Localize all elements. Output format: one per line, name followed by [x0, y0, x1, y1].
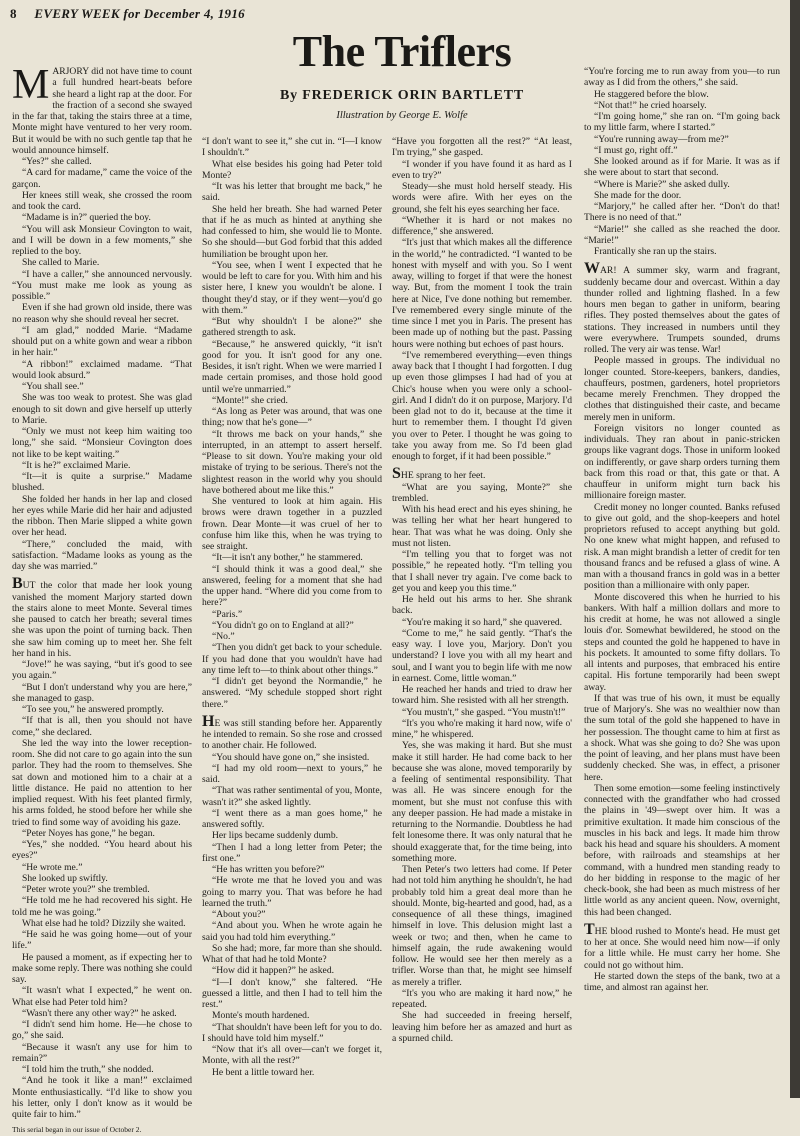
paragraph: “Peter wrote you?” she trembled. — [22, 884, 150, 895]
paragraph: Steady—she must hold herself steady. His words were afire. With her eyes on the ground, she felt his eyes searching her face. — [392, 181, 572, 215]
paragraph: He bent a little toward her. — [212, 1066, 315, 1078]
paragraph: Foreign visitors no longer counted as individuals. They ran about in panic-stricken groups like vagrant dogs. Those in uniform looked on indifferently, or gave sharp orders turning them back from this road or that, this gate or that. A chauffeur in uniform might turn back his millionaire foreign master. — [584, 422, 780, 502]
paragraph: “How did it happen?” he asked. — [212, 965, 335, 977]
running-title: EVERY WEEK for December 4, 1916 — [34, 6, 245, 21]
paragraph: “It was his letter that brought me back,” he said. — [202, 181, 382, 204]
paragraph: “To see you,” he answered promptly. — [22, 704, 164, 715]
paragraph: “Not that!” he cried hoarsely. — [594, 99, 707, 111]
paragraph: “It is he?” exclaimed Marie. — [22, 459, 131, 471]
paragraph: “No.” — [212, 631, 235, 642]
paragraph: “You shall see.” — [22, 381, 84, 392]
paragraph: She looked up swiftly. — [22, 872, 108, 884]
paragraph: What else besides his going had Peter told Monte? — [202, 158, 382, 181]
binding-edge — [790, 0, 800, 1098]
paragraph: She held her breath. She had warned Peter that if he as much as hinted at anything she had confessed to him, she would lie to Monte. So she should—but God forbid that this added humiliation be brought upon her. — [202, 203, 382, 260]
paragraph: SHE sprang to her feet. — [392, 465, 486, 483]
paragraph: “You see, when I went I expected that he would be left to care for you. With him and his sister here, I knew you wouldn't be alone. I thought they'd stay, or if they went—you'd go with them.” — [202, 259, 382, 316]
paragraph: He paused a moment, as if expecting her to make some reply. There was nothing she could say. — [12, 951, 192, 985]
paragraph: If that was true of his own, it must be equally true of Marjory's. She was no wealthier now than the sum total of the gold she happened to have in her possession. The thought came to him at first as a shock. What was she going to do? She was upon the point of leaving, and her plans must have been suddenly checked. She was, in effect, a prisoner here. — [584, 692, 780, 783]
paragraph: “Madame is in?” queried the boy. — [22, 212, 151, 224]
paragraph: She ventured to look at him again. His brows were drawn together in a puzzled frown. Dear Monte—it was cruel of her to confuse him like this, when he was trying to see straight. — [202, 496, 382, 552]
paragraph: Even if she had grown old inside, there was no reason why she should reveal her secret. — [12, 302, 192, 325]
text-column-1 — [12, 62, 192, 1135]
paragraph: “He has written you before?” — [212, 864, 325, 875]
paragraph: Monte's mouth hardened. — [212, 1010, 310, 1022]
paragraph: “Whether it is hard or not makes no difference,” she answered. — [392, 214, 572, 237]
paragraph: She led the way into the lower reception-room. She did not care to go again into the sun parlor. They had the room to themselves. She sat down and motioned him to a chair at a little distance. He paid no attention to her implied request. With his feet planted firmly, his arms folded, he stood before her while she tried to find some way of avoiding his gaze. — [12, 737, 192, 828]
paragraph: HE was still standing before her. Apparently he intended to remain. So she rose and crossed to another chair. He followed. — [202, 712, 382, 752]
paragraph: Credit money no longer counted. Banks refused to give out gold, and the shop-keepers and hotel proprietors refused to accept anything but gold. No one knew what might happen, and refused to risk. A man might brandish a letter of credit for ten thousand francs and be refused a glass of wine. A man with a thousand francs in gold was in a better position than a millionaire with only paper. — [584, 501, 780, 592]
paragraph: “It's you who're making it hard now, wife o' mine,” he whispered. — [392, 717, 572, 740]
paragraph: He reached her hands and tried to draw her toward him. She resisted with all her strength. — [392, 684, 572, 707]
paragraph: “That shouldn't have been left for you to do. I should have told him myself.” — [202, 1021, 382, 1044]
paragraph: Monte discovered this when he hurried to his bankers. With half a million dollars and more to his credit at home, he was not allowed a single louis d'or. Somewhat bewildered, he stood on the steps and counted the gold he happened to have in his pockets. It amounted to some fifty dollars. To all intents and purposes, that embraced his entire capital. His fortune temporarily had been swept away. — [584, 591, 780, 693]
paragraph: He started down the steps of the bank, two at a time, and almost ran against her. — [584, 970, 780, 993]
paragraph: So she had; more, far more than she should. What of that had he told Monte? — [202, 942, 382, 965]
paragraph: “I don't want to see it,” she cut in. “I—I know I shouldn't.” — [202, 136, 382, 159]
paragraph: “I am glad,” nodded Marie. “Madame should put on a white gown and wear a ribbon in her hair.” — [12, 324, 192, 359]
paragraph: “But why shouldn't I be alone?” she gathered strength to ask. — [202, 316, 382, 339]
paragraph: “It's you who are making it hard now,” he repeated. — [392, 987, 572, 1010]
serial-note: This serial began in our issue of October 2. — [12, 1125, 142, 1135]
paragraph: “He said he was going home—out of your life.” — [12, 929, 192, 952]
paragraph: She made for the door. — [594, 189, 682, 201]
text-column-4 — [584, 66, 780, 1086]
paragraph: “That was rather sentimental of you, Monte, wasn't it?” she asked lightly. — [202, 785, 382, 808]
page-number: 8 — [10, 6, 17, 21]
paragraph: “Then I had a long letter from Peter; the first one.” — [202, 841, 382, 864]
paragraph: She called to Marie. — [22, 257, 100, 269]
paragraph: THE blood rushed to Monte's head. He must get to her at once. She would need him now—if only for a little while. He must carry her home. She could not go without him. — [584, 920, 780, 971]
paragraph: “You mustn't,” she gasped. “You mustn't!” — [402, 706, 566, 718]
paragraph: “What are you saying, Monte?” she trembled. — [392, 481, 572, 504]
paragraph: “It throws me back on your hands,” she interrupted, in an attempt to assert herself. “Please to sit down. You're making your old mistake of trying to be serious. There's not the slightest reason in the world why you should have bothered about me like this.” — [202, 428, 382, 496]
paragraph: “Have you forgotten all the rest?” “At least, I'm trying,” she gasped. — [392, 136, 572, 159]
paragraph: People massed in groups. The individual no longer counted. Store-keepers, bankers, dandies, chauffeurs, postmen, gardeners, hotel proprietors became merely Frenchmen. They dropped the clothes that distinguished their caste, and became merely men in uniform. — [584, 355, 780, 423]
illustration-credit: Illustration by George E. Wolfe — [336, 110, 468, 121]
paragraph: “It—it is quite a surprise.” Madame blushed. — [12, 471, 192, 494]
paragraph: “Where is Marie?” she asked dully. — [594, 178, 730, 190]
paragraph: “Peter Noyes has gone,” he began. — [22, 827, 155, 839]
paragraph: “Monte!” she cried. — [212, 394, 288, 406]
paragraph: “If that is all, then you should not have come,” she declared. — [12, 715, 192, 738]
paragraph: Her lips became suddenly dumb. — [212, 830, 339, 842]
text-column-3 — [392, 136, 572, 1086]
paragraph: “But I don't understand why you are here,” she managed to gasp. — [12, 681, 192, 704]
paragraph: “You're forcing me to run away from you—to run away as I did from the others,” she said. — [584, 66, 780, 89]
paragraph: She folded her hands in her lap and closed her eyes while Marie did her hair and adjusted the ribbon. Then Marie slipped a white gown over her head. — [12, 493, 192, 539]
paragraph: “I didn't get beyond the Normandie,” he answered. “My schedule stopped short right there.” — [202, 676, 382, 710]
paragraph: Then some emotion—some feeling instinctively connected with the grandfather who had crossed the plains in '49—swept over him. It was a primitive exultation. It made him conscious of the muscles in his back and legs. It made him throw back his head and square his shoulders. A moment before, with railroads and steamships at her command, with a hundred men standing ready to do her bidding in response to the magic of her check-book, she had been as much mistress of her little world as any ancient queen. Now, overnight, this had been changed. — [584, 782, 780, 918]
paragraph: “I told him the truth,” she nodded. — [22, 1064, 154, 1075]
paragraph: “You didn't go on to England at all?” — [212, 619, 354, 631]
paragraph: “He told me he had recovered his sight. He told me he was going.” — [12, 895, 192, 918]
paragraph: “I should think it was a good deal,” she answered, feeling for a moment that she had the upper hand. “Where did you come from to here?” — [202, 563, 382, 609]
paragraph: “Jove!” he was saying, “but it's good to see you again.” — [12, 659, 192, 682]
paragraph: “There,” concluded the maid, with satisfaction. “Madame looks as young as the day she was married.” — [12, 538, 192, 572]
paragraph: With his head erect and his eyes shining, he was telling her what her heart hungered to hear. That was what he was doing. Only she must not listen. — [392, 504, 572, 549]
paragraph: “I've remembered everything—even things away back that I thought I had forgotten. I dug up even those glimpses I had had of you at Chic's house when you were only a school-girl. And I didn't do it on purpose, Marjory. I'd been glad not to do it, because at the time it hurt to remember them. I thought I'd given you over to Peter. I thought he was going to take you away from me. So I'd been glad enough to forget, if it had been possible.” — [392, 349, 572, 462]
paragraph: “You will ask Monsieur Covington to wait, and I will be down in a few moments,” she replied to the boy. — [12, 223, 192, 257]
paragraph: “Yes?” she called. — [22, 156, 92, 167]
paragraph: “It—it isn't any bother,” he stammered. — [212, 552, 363, 564]
paragraph: “As long as Peter was around, that was one thing; now that he's gone—” — [202, 406, 382, 429]
paragraph: “You're making it so hard,” she quavered. — [402, 616, 563, 628]
paragraph: WAR! A summer sky, warm and fragrant, suddenly became dour and overcast. Within a day thunder rolled and lightning flashed. In a few hours men began to gather in uniform, bearing rifles. They posted themselves about the gates of stations. They increased in numbers until they were everywhere. Trumpets sounded, drums rolled. The very air was tense. War! — [584, 260, 780, 355]
paragraph: “Yes,” she nodded. “You heard about his eyes?” — [12, 839, 192, 862]
paragraph: “About you?” — [212, 909, 266, 920]
paragraph: “He wrote me that he loved you and was going to marry you. That was before he had learned the truth.” — [202, 875, 382, 909]
paragraph: “A card for madame,” came the voice of the garçon. — [12, 167, 192, 190]
paragraph: “I'm going home,” she ran on. “I'm going back to my little farm, where I started.” — [584, 111, 780, 134]
paragraph: “And about you. When he wrote again he said you had told him everything.” — [202, 920, 382, 943]
paragraph: “Because,” he answered quickly, “it isn't good for you. It isn't good for any one. Besides, it isn't right. When we were married I made certain promises, and those hold good until we're unmarried.” — [202, 338, 382, 395]
paragraph: “I didn't send him home. He—he chose to go,” she said. — [12, 1019, 192, 1042]
paragraph: He held out his arms to her. She shrank back. — [392, 594, 572, 617]
paragraph: Frantically she ran up the stairs. — [594, 246, 717, 257]
paragraph: “I have a caller,” she announced nervously. “You must make me look as young as possible.” — [12, 268, 192, 302]
paragraph: Her knees still weak, she crossed the room and took the card. — [12, 189, 192, 212]
paragraph: BUT the color that made her look young vanished the moment Marjory started down the stairs alone to meet Monte. Several times she paused to catch her breath; several times she was upon the point of turning back. Then she saw him coming up to meet her. She felt her hand in his. — [12, 575, 192, 659]
paragraph: “He wrote me.” — [22, 861, 83, 873]
paragraph: “I'm telling you that to forget was not possible,” he repeated hotly. “I'm telling you that I shall never try again. I've come back to get you and keep you this time.” — [392, 549, 572, 594]
paragraph: “I—I don't know,” she faltered. “He guessed a little, and then I had to tell him the rest.” — [202, 976, 382, 1010]
paragraph: She had succeeded in freeing herself, leaving him before her as amazed and hurt as a spurned child. — [392, 1010, 572, 1044]
paragraph: MARJORY did not have time to count a full hundred heart-beats before she heard a light rap at the door. For the fraction of a second she swayed in the far that, taking the stairs three at a time, Monte might have ventured to her very room. But it would be with no such gentle tap that he would announce himself. — [12, 62, 192, 156]
paragraph: “Only we must not keep him waiting too long,” she said. “Monsieur Covington does not like to be kept waiting.” — [12, 426, 192, 460]
paragraph: “It wasn't what I expected,” he went on. What else had Peter told him? — [12, 985, 192, 1008]
paragraph: “I went there as a man goes home,” he answered softly. — [202, 807, 382, 830]
running-header — [10, 6, 570, 28]
paragraph: “I had my old room—next to yours,” he said. — [202, 762, 382, 785]
byline: By FREDERICK ORIN BARTLETT — [280, 88, 524, 103]
paragraph: “Paris.” — [212, 608, 243, 620]
story-title: The Triflers — [292, 27, 512, 76]
paragraph: Then Peter's two letters had come. If Peter had not told him anything he shouldn't, he had probably told him a great deal more than he should. Monte, big-hearted and good, had, as a consequence of all these things, imagined himself in love. This delusion might last a week or two; and then, when he came to himself again, the rude awakening would follow. He would see her then merely as a trifler. Worse than that, he might see himself as merely a trifler. — [392, 864, 572, 988]
paragraph: Yes, she was making it hard. But she must make it still harder. He had come back to her because she was alone, moved temporarily by a feeling of sentimental responsibility. That was all. He was sincere enough for the moment, but she must not confuse this with any deeper passion. He had made a mistake in returning to the Normandie. Doubtless he had felt lonesome there. It was only natural that he should exaggerate that, for the time being, into something more. — [392, 740, 572, 864]
paragraph: She looked around as if for Marie. It was as if she were about to start that second. — [584, 156, 780, 179]
paragraph: “Now that it's all over—can't we forget it, Monte, with all the rest?” — [202, 1044, 382, 1067]
paragraph: What else had he told? Dizzily she waited. — [22, 917, 186, 929]
paragraph: “You're running away—from me?” — [594, 133, 729, 145]
paragraph: He staggered before the blow. — [594, 88, 709, 100]
text-column-2 — [202, 136, 382, 1086]
paragraph: “Wasn't there any other way?” he asked. — [22, 1007, 177, 1019]
paragraph: “And he took it like a man!” exclaimed Monte enthusiastically. “I'd like to show you his letter, only I don't know as it would be quite fair to him.” — [12, 1075, 192, 1120]
paragraph: “A ribbon!” exclaimed madame. “That would look absurd.” — [12, 358, 192, 381]
paragraph: “Marjory,” he called after her. “Don't do that! There is no need of that.” — [584, 201, 780, 224]
paragraph: “It's just that which makes all the difference in the world,” he contradicted. “I wanted to be honest with myself and with you. So I went away, willing to forget if that were the honest way. But, from the moment I took the train here at Nice, I've done nothing but remember. I've remembered every single minute of the time since I met you in Paris. The present has been made up of nothing but the past. Passing hours were nothing but echoes of past hours. — [392, 237, 572, 350]
paragraph: “I wonder if you have found it as hard as I even to try?” — [392, 158, 572, 181]
paragraph: “You should have gone on,” she insisted. — [212, 751, 370, 763]
paragraph: “Because it wasn't any use for him to remain?” — [12, 1041, 192, 1064]
paragraph: “Come to me,” he said gently. “That's the easy way. I love you, Marjory. Don't you understand? I love you with all my heart and soul, and I want you to begin life with me now in earnest. Come, little woman.” — [392, 627, 572, 684]
paragraph: “I must go, right off.” — [594, 144, 678, 156]
paragraph: “Marie!” she called as she reached the door. “Marie!” — [584, 223, 780, 246]
paragraph: She was too weak to protest. She was glad enough to sit down and give herself up utterly to Marie. — [12, 392, 192, 426]
paragraph: “Then you didn't get back to your schedule. If you had done that you wouldn't have had any time left to—to think about other things.” — [202, 642, 382, 676]
